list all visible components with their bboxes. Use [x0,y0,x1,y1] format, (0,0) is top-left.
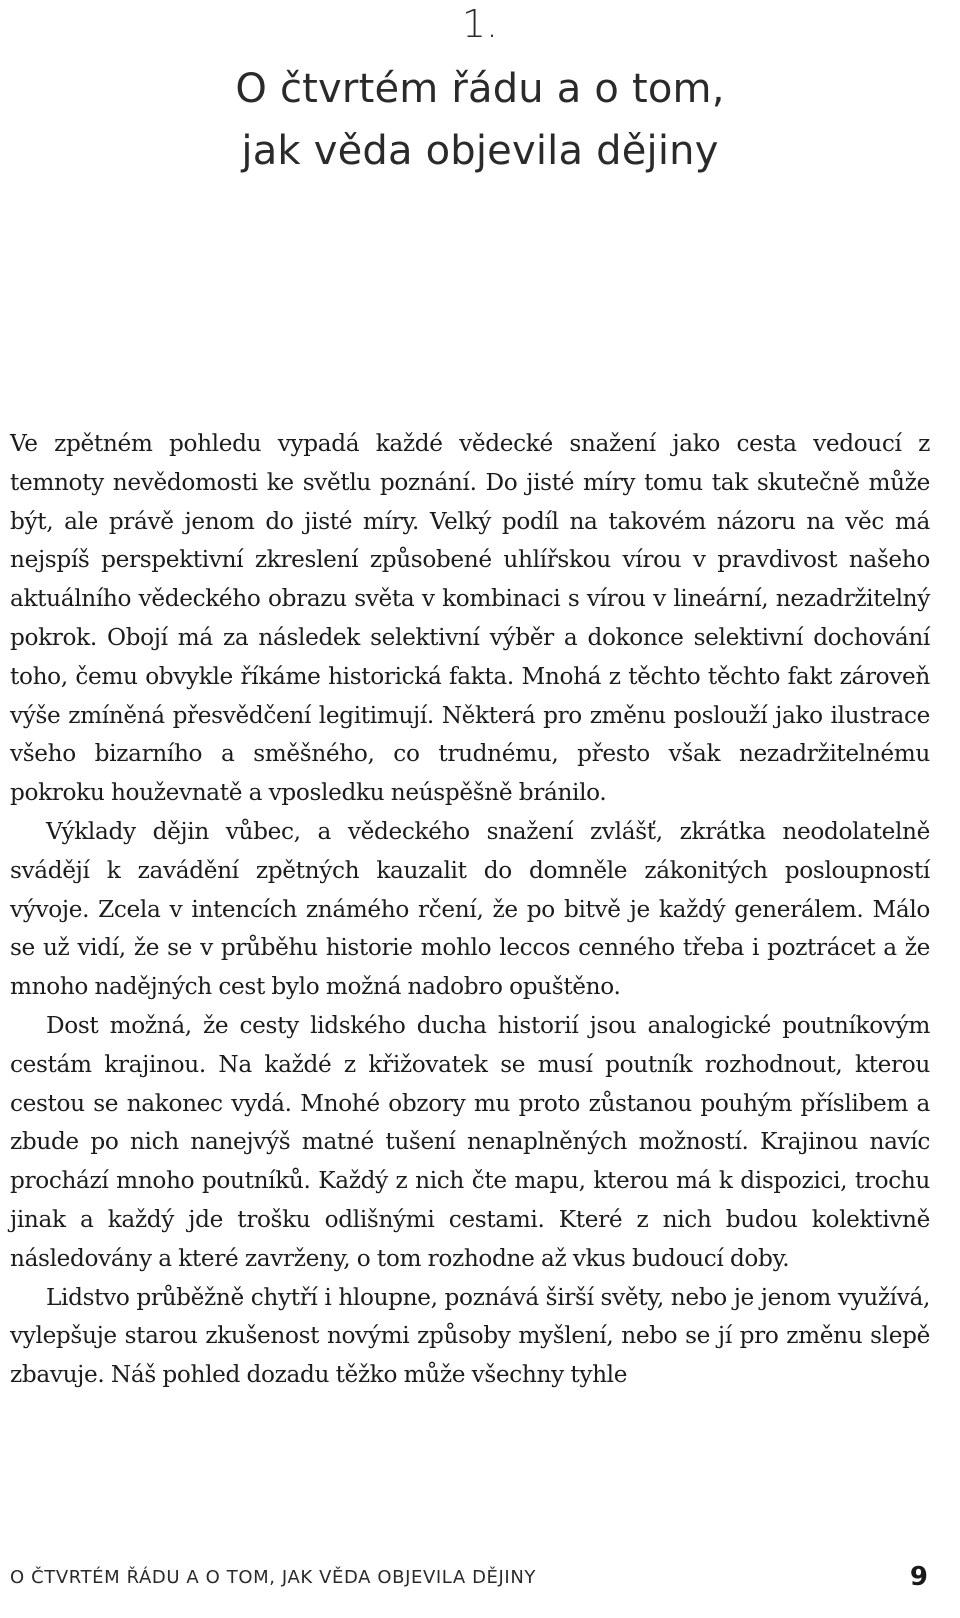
body-text [10,425,930,1395]
paragraph: Ve zpětném pohledu vypadá každé vědecké snažení jako cesta vedoucí z temnoty nevědomosti ke světlu poznání. Do jisté míry tomu tak skutečně může být, ale právě jenom do jisté míry. Velký podíl na takovém názoru na věc má nejspíš perspektivní zkreslení způsobené uhlířskou vírou v pravdivost našeho aktuálního vědeckého obrazu světa v kombinaci s vírou v lineární, nezadržitelný pokrok. Obojí má za následek selektivní výběr a dokonce selektivní dochování toho, čemu obvykle říkáme historická fakta. Mnohá z těchto těchto fakt zároveň výše zmíněná přesvědčení legitimují. Některá pro změnu poslouží jako ilustrace všeho bizarního a směšného, co trudnému, přesto však nezadržitelnému pokroku houževnatě a vposledku neúspěšně bránilo. [10,430,930,807]
chapter-title-line-1: O čtvrtém řádu a o tom, [235,66,725,112]
paragraph: Lidstvo průběžně chytří i hloupne, poznává širší světy, nebo je jenom využívá, vylepšuje starou zkušenost novými způsoby myšlení, nebo se jí pro změnu slepě zbavuje. Náš pohled dozadu těžko může všechny tyhle [10,1283,930,1389]
paragraph: Výklady dějin vůbec, a vědeckého snažení zvlášť, zkrátka neodolatelně svádějí k zavádění zpětných kauzalit do domněle zákonitých posloupností vývoje. Zcela v intencích známého rčení, že po bitvě je každý generálem. Málo se už vidí, že se v průběhu historie mohlo leccos cenného třeba i poztrácet a že mnoho nadějných cest bylo možná nadobro opuštěno. [10,817,930,1001]
page-number: 9 [909,1562,928,1592]
chapter-title [0,58,960,182]
chapter-number: 1. [461,2,499,46]
chapter-title-line-2: jak věda objevila dějiny [241,128,719,174]
paragraph: Dost možná, že cesty lidského ducha historií jsou analogické poutníkovým cestám krajinou. Na každé z křižovatek se musí poutník rozhodnout, kterou cestou se nakonec vydá. Mnohé obzory mu proto zůstanou pouhým příslibem a zbude po nich nanejvýš matné tušení nenaplněných možností. Krajinou navíc prochází mnoho poutníků. Každý z nich čte mapu, kterou má k dispozici, trochu jinak a každý jde trošku odlišnými cestami. Které z nich budou kolektivně následovány a které zavrženy, o tom rozhodne až vkus budoucí doby. [10,1011,930,1272]
running-footer: O ČTVRTÉM ŘÁDU A O TOM, JAK VĚDA OBJEVILA DĚJINY [10,1567,536,1588]
